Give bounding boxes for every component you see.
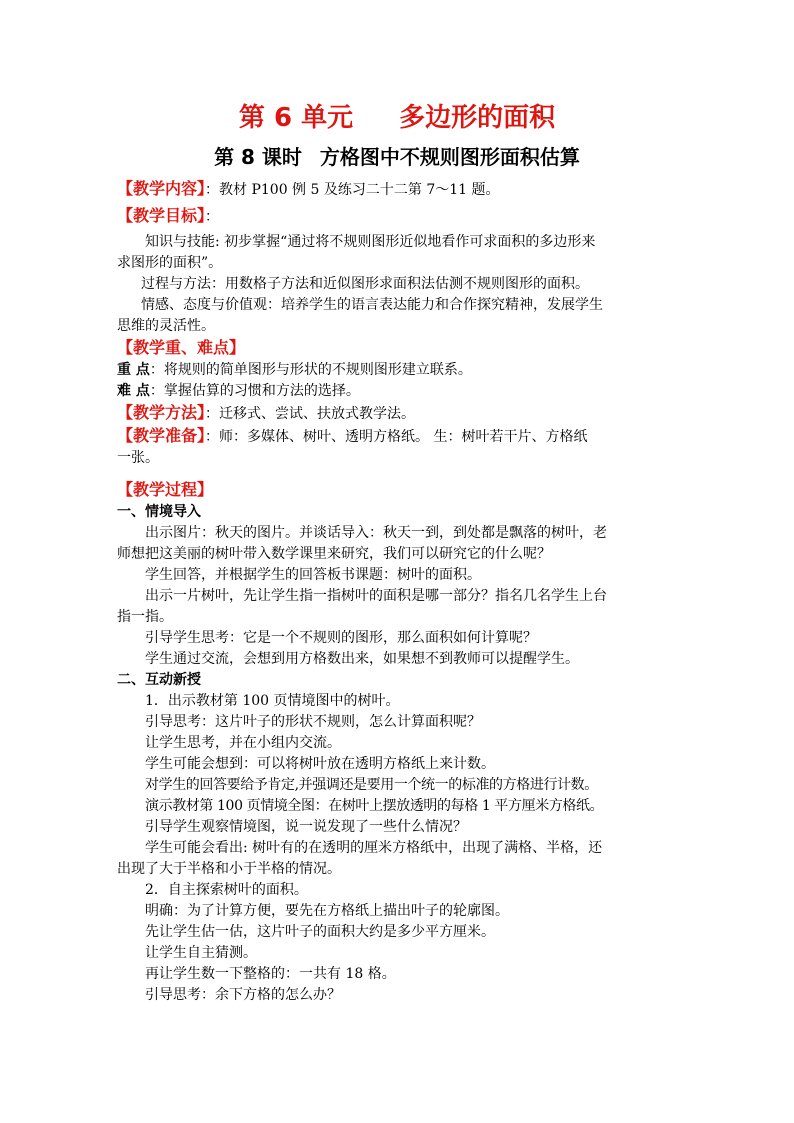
goal-knowledge: [117, 232, 677, 253]
s1-paragraph: 出示图片：秋天的图片。并谈话导入：秋天一到，到处都是飘落的树叶，老: [145, 525, 607, 541]
s2-paragraph: 明确：为了计算方便，要先在方格纸上描出叶子的轮廓图。: [145, 903, 509, 919]
goal-knowledge-l2: 求图形的面积”。: [117, 255, 223, 271]
s1-paragraph: 出示一片树叶，先让学生指一指树叶的面积是哪一部分？指名几名学生上台: [145, 588, 607, 604]
key-text: ：将规则的简单图形与形状的不规则图形建立联系。: [149, 362, 472, 378]
difficulty-label: 难 点: [117, 383, 150, 399]
prep-text-l2: 一张。: [117, 450, 159, 466]
s2-paragraph: 先让学生估一估，这片叶子的面积大约是多少平方厘米。: [145, 924, 495, 940]
s2-paragraph: 学生可能会想到：可以将树叶放在透明方格纸上来计数。: [145, 756, 495, 772]
s2-paragraph: 让学生自主猜测。: [145, 945, 257, 961]
difficulty-point: [117, 381, 677, 402]
methods-heading: 【教学方法】: [117, 403, 206, 422]
s1-paragraph: 引导学生思考：它是一个不规则的图形，那么面积如何计算呢？: [145, 630, 537, 646]
prep-line: [117, 425, 677, 448]
prep-text: ：师：多媒体、树叶、透明方格纸。 生：树叶若干片、方格纸: [205, 429, 588, 445]
methods-text: ：迁移式、尝试、扶放式教学法。: [205, 406, 416, 422]
document-page: [117, 100, 677, 1006]
content-line: [117, 178, 677, 201]
s2-paragraph: 学生可能会看出: 树叶有的在透明的厘米方格纸中，出现了满格、半格，还: [145, 840, 603, 856]
difficulty-text: ：掌握估算的习惯和方法的选择。: [149, 383, 360, 399]
key-point: [117, 360, 677, 381]
lesson-topic: 方格图中不规则图形面积估算: [319, 145, 580, 169]
prep-heading: 【教学准备】: [117, 426, 206, 445]
unit-name: 多边形的面积: [399, 103, 556, 133]
goals-heading-line: [117, 205, 677, 228]
lesson-number: 第 8 课时: [214, 145, 302, 169]
goal-knowledge-l1: 知识与技能: 初步掌握“通过将不规则图形近似地看作可求面积的多边形来: [145, 234, 596, 250]
process-heading: 【教学过程】: [117, 480, 214, 499]
process-heading-line: [117, 479, 677, 502]
key-label: 重 点: [117, 362, 150, 378]
goal-emotion-l2: 思维的灵活性。: [117, 318, 215, 334]
s2-paragraph: 再让学生数一下整格的：一共有 18 格。: [145, 966, 396, 982]
methods-line: [117, 402, 677, 425]
s2-paragraph: 2．自主探索树叶的面积。: [145, 882, 308, 898]
section-2-title: 二、互动新授: [117, 672, 201, 688]
content-text: ：教材 P100 例 5 及练习二十二第 7～11 题。: [205, 182, 500, 198]
s2-paragraph: 让学生思考，并在小组内交流。: [145, 735, 341, 751]
goals-colon: ：: [205, 209, 220, 225]
section-1-title: 一、情境导入: [117, 504, 201, 520]
unit-title: [117, 100, 677, 136]
keypoints-heading-line: [117, 337, 677, 360]
s2-paragraph: 引导思考：余下方格的怎么办？: [145, 987, 341, 1003]
goal-process: 过程与方法：用数格子方法和近似图形求面积法估测不规则图形的面积。: [141, 276, 589, 292]
goals-heading: 【教学目标】: [117, 206, 206, 225]
lesson-title: [117, 142, 677, 172]
content-heading: 【教学内容】: [117, 179, 206, 198]
s2-paragraph: 出现了大于半格和小于半格的情况。: [117, 861, 341, 877]
s1-paragraph: 指一指。: [117, 609, 173, 625]
s2-paragraph: 对学生的回答要给予肯定,并强调还是要用一个统一的标准的方格进行计数。: [145, 777, 598, 793]
s1-paragraph: 学生通过交流，会想到用方格数出来，如果想不到教师可以提醒学生。: [145, 651, 579, 667]
s1-paragraph: 师想把这美丽的树叶带入数学课里来研究，我们可以研究它的什么呢？: [117, 546, 551, 562]
s2-paragraph: 引导思考：这片叶子的形状不规则，怎么计算面积呢？: [145, 714, 481, 730]
goal-emotion-l1: 情感、态度与价值观：培养学生的语言表达能力和合作探究精神，发展学生: [141, 297, 603, 313]
keypoints-heading: 【教学重、难点】: [117, 338, 246, 357]
s2-paragraph: 引导学生观察情境图，说一说发现了一些什么情况？: [145, 819, 467, 835]
s1-paragraph: 学生回答，并根据学生的回答板书课题：树叶的面积。: [145, 567, 481, 583]
unit-number: 第 6 单元: [238, 103, 354, 133]
s2-paragraph: 1．出示教材第 100 页情境图中的树叶。: [145, 693, 400, 709]
s2-paragraph: 演示教材第 100 页情境全图：在树叶上摆放透明的每格 1 平方厘米方格纸。: [145, 798, 604, 814]
